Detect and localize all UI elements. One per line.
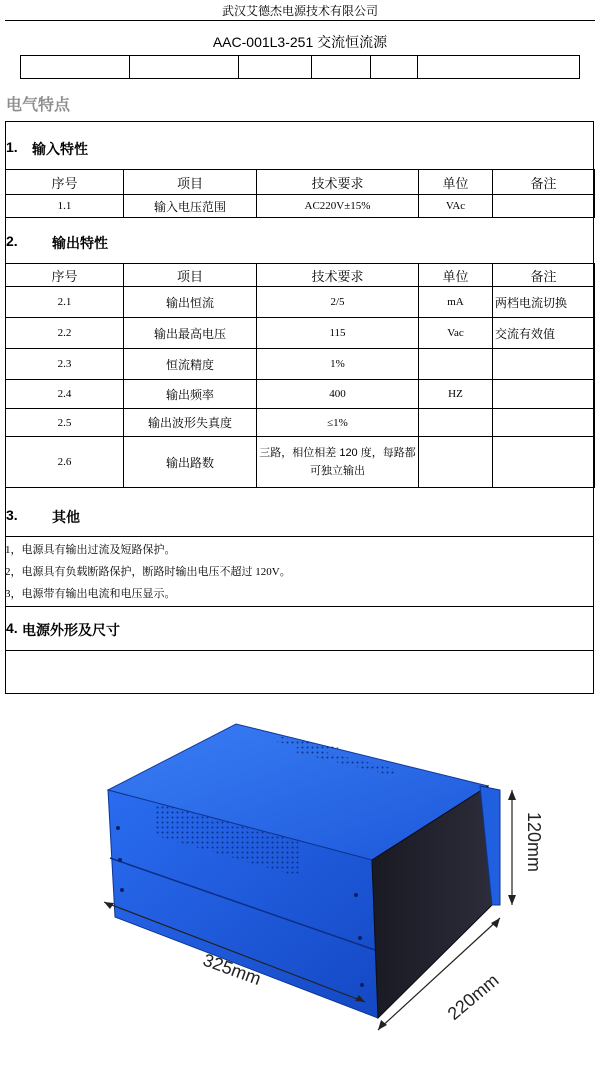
input-spec-table	[5, 169, 595, 218]
unit: HZ	[419, 380, 493, 409]
header-cell	[312, 56, 371, 79]
requirement: 1%	[257, 349, 419, 380]
table-row	[6, 287, 595, 318]
row-index: 2.2	[6, 318, 124, 349]
unit	[419, 437, 493, 488]
table-row	[6, 409, 595, 437]
column-header: 序号	[6, 170, 124, 195]
remark	[493, 349, 595, 380]
section-number: 1.	[6, 139, 18, 155]
requirement: 400	[257, 380, 419, 409]
item-name: 恒流精度	[124, 349, 257, 380]
column-header: 序号	[6, 264, 124, 287]
dimension-height	[508, 790, 544, 905]
unit	[419, 349, 493, 380]
header-cell	[371, 56, 418, 79]
depth-label: 220mm	[443, 969, 503, 1024]
section-number: 4.	[6, 620, 18, 636]
table-row	[6, 349, 595, 380]
section-title: 其他	[52, 509, 80, 525]
column-header: 单位	[419, 170, 493, 195]
remark	[493, 195, 595, 218]
requirement: 三路，相位相差 120 度，每路都可独立输出	[257, 437, 419, 488]
section-title: 输入特性	[32, 141, 88, 157]
section-number: 3.	[6, 507, 18, 523]
remark	[493, 437, 595, 488]
section-divider	[5, 536, 594, 537]
unit	[419, 409, 493, 437]
column-header: 技术要求	[257, 170, 419, 195]
row-index: 2.4	[6, 380, 124, 409]
item-name: 输出恒流	[124, 287, 257, 318]
row-index: 2.1	[6, 287, 124, 318]
note-item: 2，电源具有负载断路保护，断路时输出电压不超过 120V。	[5, 566, 291, 578]
item-name: 输出最高电压	[124, 318, 257, 349]
item-name: 输入电压范围	[124, 195, 257, 218]
item-name: 输出波形失真度	[124, 409, 257, 437]
table-header-row	[6, 264, 595, 287]
table-row	[6, 380, 595, 409]
length-label: 325mm	[200, 949, 264, 990]
column-header: 项目	[124, 264, 257, 287]
document-title: AAC-001L3-251 交流恒流源	[212, 34, 388, 50]
header-cell	[418, 56, 580, 79]
remark: 两档电流切换	[493, 287, 595, 318]
header-cell	[130, 56, 239, 79]
table-row	[6, 318, 595, 349]
output-spec-table	[5, 263, 595, 488]
row-index: 2.6	[6, 437, 124, 488]
unit: VAc	[419, 195, 493, 218]
table-header-row	[6, 170, 595, 195]
section-title: 输出特性	[52, 235, 108, 251]
enclosure-illustration	[0, 705, 600, 1067]
column-header: 备注	[493, 264, 595, 287]
header-divider	[5, 20, 595, 21]
section-heading: 电气特点	[6, 97, 71, 114]
column-header: 备注	[493, 170, 595, 195]
requirement: ≤1%	[257, 409, 419, 437]
header-cell	[21, 56, 130, 79]
column-header: 项目	[124, 170, 257, 195]
company-name: 武汉艾德杰电源技术有限公司	[221, 4, 378, 18]
table-row	[6, 195, 595, 218]
unit: mA	[419, 287, 493, 318]
height-label: 120mm	[524, 812, 544, 873]
remark	[493, 380, 595, 409]
requirement: AC220V±15%	[257, 195, 419, 218]
note-item: 1，电源具有输出过流及短路保护。	[5, 544, 176, 556]
section-divider	[5, 650, 594, 651]
item-name: 输出路数	[124, 437, 257, 488]
item-name: 输出频率	[124, 380, 257, 409]
remark	[493, 409, 595, 437]
section-divider	[5, 606, 594, 607]
note-item: 3，电源带有输出电流和电压显示。	[5, 588, 176, 600]
section-number: 2.	[6, 233, 18, 249]
row-index: 2.5	[6, 409, 124, 437]
requirement: 2/5	[257, 287, 419, 318]
section-title: 电源外形及尺寸	[22, 622, 120, 638]
row-index: 2.3	[6, 349, 124, 380]
column-header: 单位	[419, 264, 493, 287]
table-row	[6, 437, 595, 488]
column-header: 技术要求	[257, 264, 419, 287]
header-cell	[239, 56, 312, 79]
requirement: 115	[257, 318, 419, 349]
remark: 交流有效值	[493, 318, 595, 349]
header-info-table	[20, 55, 580, 79]
row-index: 1.1	[6, 195, 124, 218]
unit: Vac	[419, 318, 493, 349]
